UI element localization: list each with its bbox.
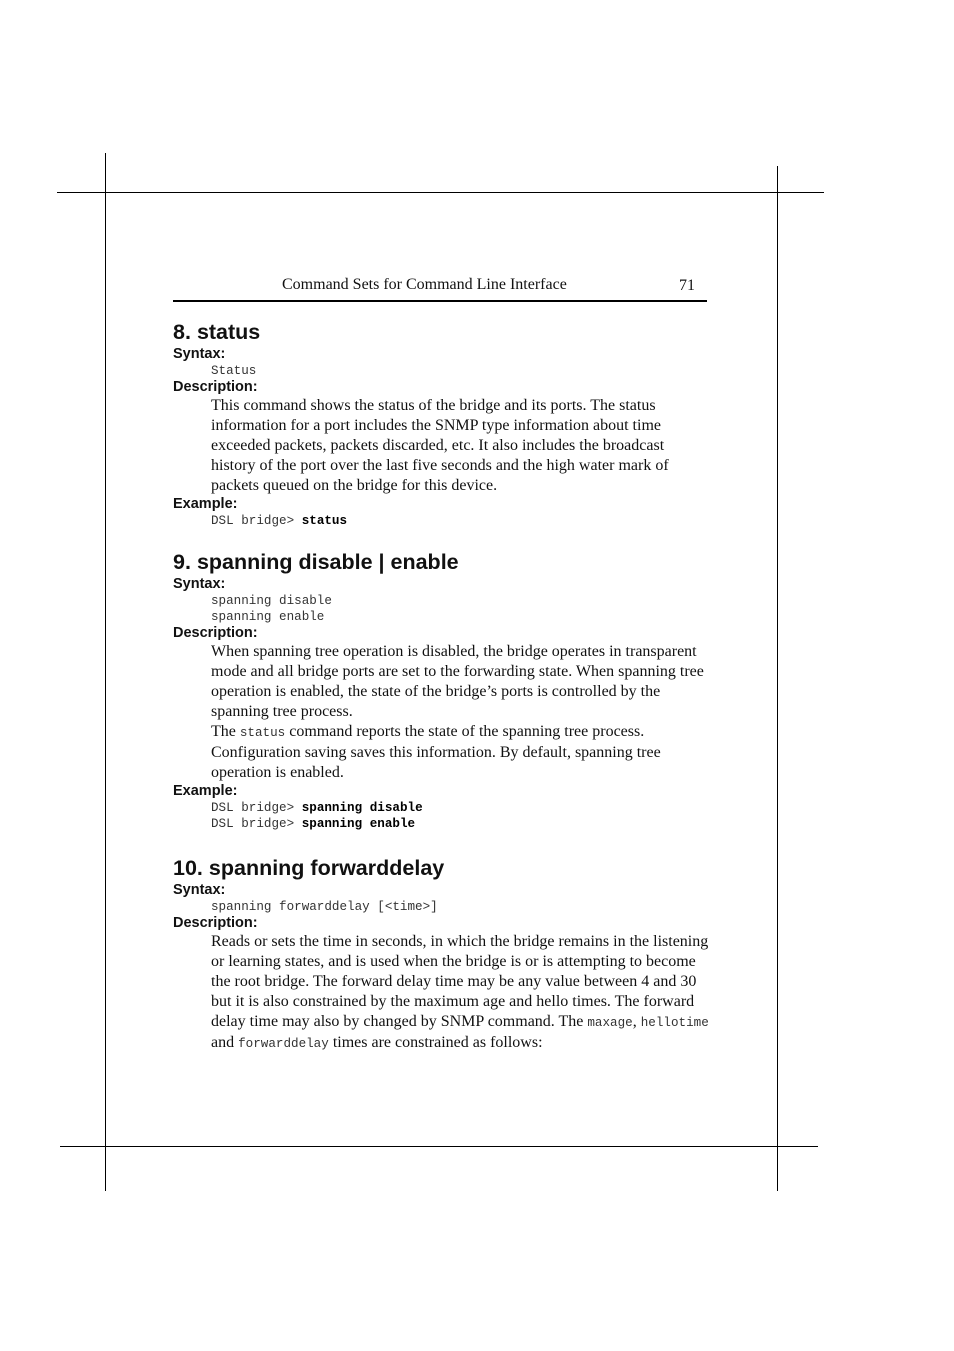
description-fragment: times are constrained as follows: xyxy=(328,1034,543,1051)
section-heading xyxy=(173,548,713,576)
page-content xyxy=(173,318,713,1054)
crop-mark-bottom-line xyxy=(60,1146,818,1147)
section-spanning-forwarddelay xyxy=(173,854,713,1054)
syntax-line: spanning forwarddelay [<time>] xyxy=(211,900,438,914)
example-prompt: DSL bridge> xyxy=(211,514,302,528)
description-text xyxy=(211,722,711,783)
description-fragment: , xyxy=(632,1013,641,1030)
description-fragment: The xyxy=(211,723,240,740)
description-fragment: and xyxy=(211,1034,239,1051)
example-prompt: DSL bridge> xyxy=(211,817,302,831)
syntax-line: spanning disable xyxy=(211,594,332,608)
syntax-label: Syntax: xyxy=(173,882,226,898)
inline-code: status xyxy=(239,726,286,740)
example-command: spanning disable xyxy=(301,801,423,815)
crop-mark-right-line xyxy=(777,166,778,1191)
description-label: Description: xyxy=(173,379,258,395)
example-line xyxy=(211,800,713,816)
syntax-line: spanning enable xyxy=(211,610,325,624)
page-number: 71 xyxy=(679,277,695,294)
header-title: Command Sets for Command Line Interface xyxy=(282,276,567,293)
example-command: status xyxy=(301,514,348,528)
description-fragment: Reads or sets the time in seconds, in which the bridge remains in the listening or learning states, and is used when the bridge is or is attempting to become the root bridge. The forward delay time may be any value between 4 and 30 but it is also constrained by the maximum age and hello times. The forward delay time may also by changed by SNMP command. The xyxy=(211,933,709,1030)
example-label: Example: xyxy=(173,496,238,512)
section-heading xyxy=(173,318,713,346)
syntax-line: Status xyxy=(211,364,257,378)
example-line xyxy=(211,513,713,529)
description-text xyxy=(211,932,711,1054)
description-label: Description: xyxy=(173,915,258,931)
inline-code: hellotime xyxy=(640,1016,709,1030)
syntax-label: Syntax: xyxy=(173,576,226,592)
section-status xyxy=(173,318,713,529)
inline-code: maxage xyxy=(587,1016,633,1030)
section-title: status xyxy=(196,320,261,344)
section-number: 8. xyxy=(173,320,191,344)
section-spanning-disable-enable xyxy=(173,548,713,832)
description-text: This command shows the status of the bridge and its ports. The status information for a port includes the SNMP type information about time exceeded packets, packets discarded, etc. It also includes the broadcast history of the port over the last five seconds and the high water mark of packets queued on the bridge for this device. xyxy=(211,397,669,494)
description-text: When spanning tree operation is disabled, the bridge operates in transparent mode and all bridge ports are set to the forwarding state. When spanning tree operation is enabled, the state of the bridge’s ports is controlled by the spanning tree process. xyxy=(211,643,704,720)
example-label: Example: xyxy=(173,783,238,799)
inline-code: forwarddelay xyxy=(238,1037,329,1051)
description-fragment: command reports the state of the spanning tree process. Configuration saving saves this information. By default, spanning tree operation is enabled. xyxy=(211,723,661,781)
running-header xyxy=(173,276,707,302)
crop-mark-top-line xyxy=(57,192,824,193)
description-label: Description: xyxy=(173,625,258,641)
section-title: spanning forwarddelay xyxy=(208,856,445,880)
example-command: spanning enable xyxy=(301,817,416,831)
section-heading xyxy=(173,854,713,882)
section-number: 10. xyxy=(173,856,203,880)
syntax-label: Syntax: xyxy=(173,346,226,362)
example-line xyxy=(211,816,713,832)
crop-mark-left-line xyxy=(105,153,106,1191)
example-prompt: DSL bridge> xyxy=(211,801,302,815)
section-title: spanning disable | enable xyxy=(196,550,459,574)
section-number: 9. xyxy=(173,550,191,574)
